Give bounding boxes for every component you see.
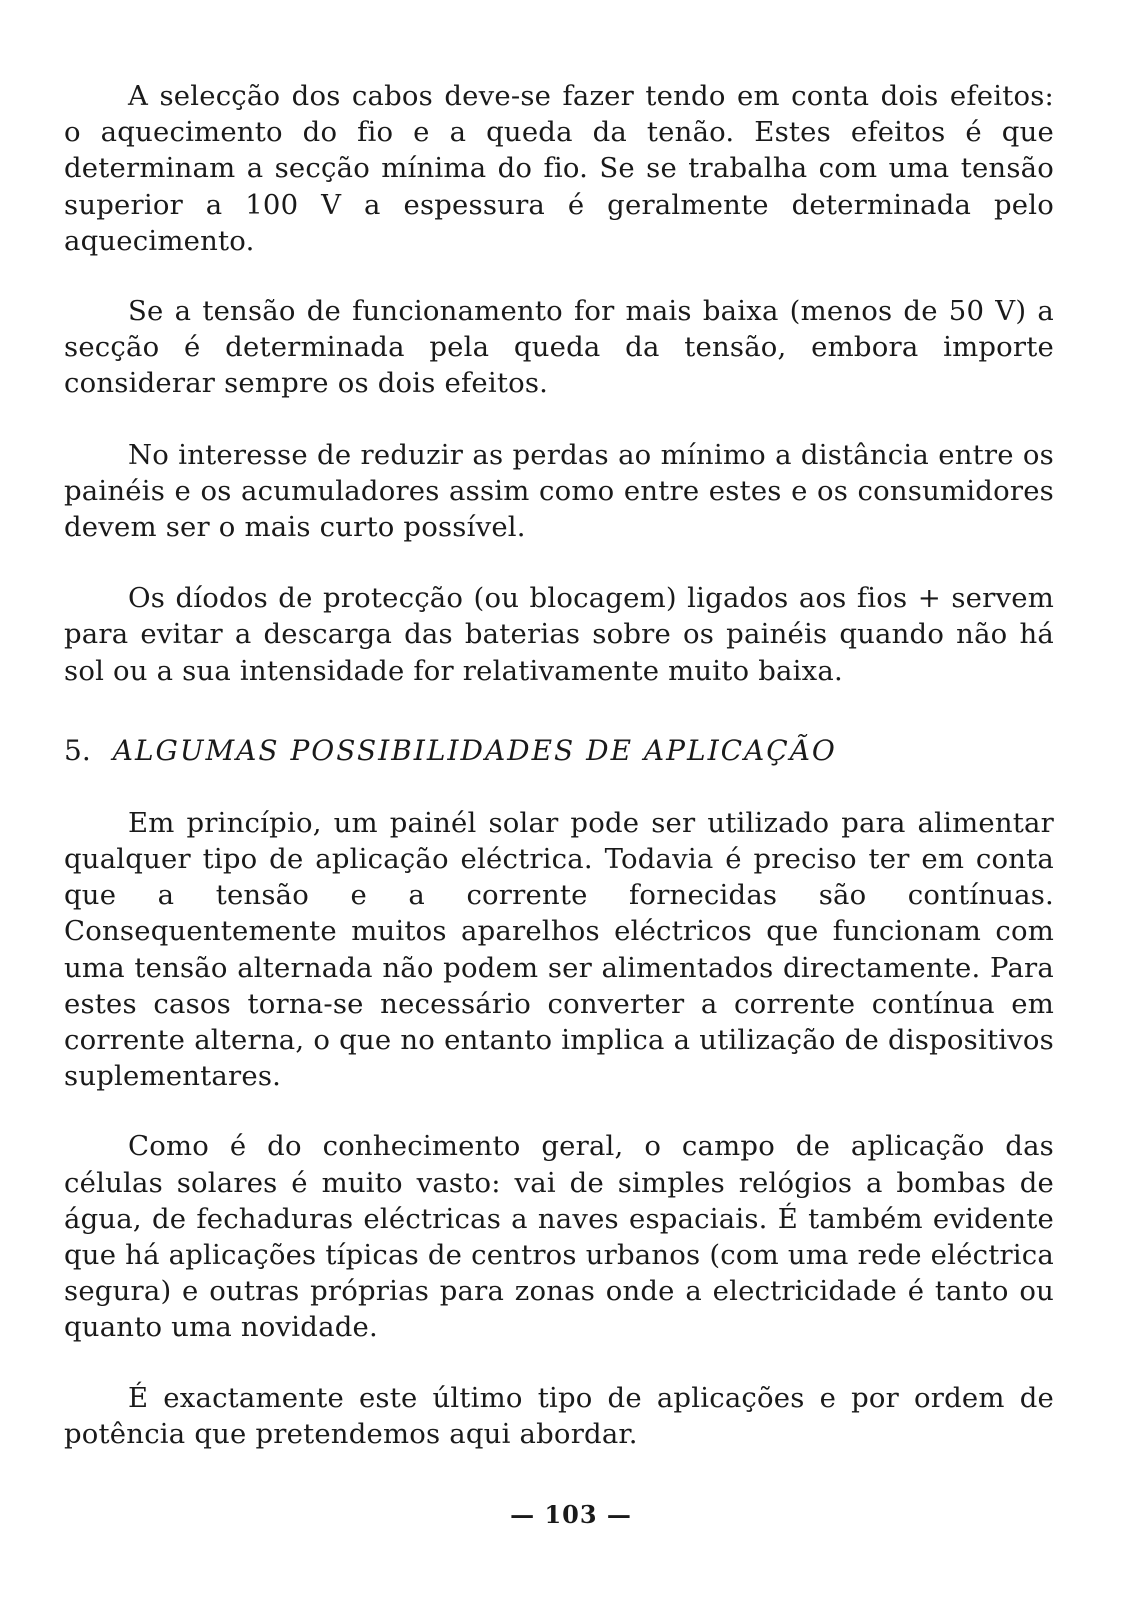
paragraph-low-voltage: Se a tensão de funcionamento for mais baixa (menos de 50 V) a secção é determinada pela queda da tensão, embora importe considerar sempre os dois efeitos. xyxy=(64,295,1054,400)
paragraph-distance-losses: No interesse de reduzir as perdas ao mínimo a distância entre os painéis e os acumuladores assim como entre estes e os consumidores devem ser o mais curto possível. xyxy=(64,438,1054,544)
paragraph-applications-scope: Como é do conhecimento geral, o campo de aplicação das células solares é muito vasto: vai de simples relógios a bombas de água, de fechaduras eléctricas a naves espaciais. É também evidente que há aplicações típicas de centros urbanos (com uma rede eléctrica segura) e outras próprias para zonas onde a electricidade é tanto ou quanto uma novidade. xyxy=(64,1130,1054,1344)
paragraph-protection-diodes: Os díodos de protecção (ou blocagem) ligados aos fios + servem para evitar a descarga das baterias sobre os painéis quando não há sol ou a sua intensidade for relativamente muito baixa. xyxy=(64,582,1054,687)
section-heading xyxy=(64,733,1054,769)
section-number: 5. xyxy=(64,733,91,767)
paragraph-applications-principle: Em princípio, um painél solar pode ser utilizado para alimentar qualquer tipo de aplicação eléctrica. Todavia é preciso ter em conta que a tensão e a corrente fornecidas são contínuas. Consequentemente muitos aparelhos eléctricos que funcionam com uma tensão alternada não podem ser alimentados directamente. Para estes casos torna-se necessário converter a corrente contínua em corrente alterna, o que no entanto implica a utilização de dispositivos suplementares. xyxy=(64,806,1054,1093)
section-title: ALGUMAS POSSIBILIDADES DE APLICAÇÃO xyxy=(112,733,837,767)
page-number: — 103 — xyxy=(510,1500,632,1529)
page-body xyxy=(64,78,1054,1487)
paragraph-cable-selection: A selecção dos cabos deve-se fazer tendo em conta dois efeitos: o aquecimento do fio e a queda da tenão. Estes efeitos é que determinam a secção mínima do fio. Se se trabalha com uma tensão superior a 100 V a espessura é geralmente determinada pelo aquecimento. xyxy=(64,80,1054,257)
paragraph-applications-focus: É exactamente este último tipo de aplicações e por ordem de potência que pretendemos aqui abordar. xyxy=(64,1381,1054,1450)
